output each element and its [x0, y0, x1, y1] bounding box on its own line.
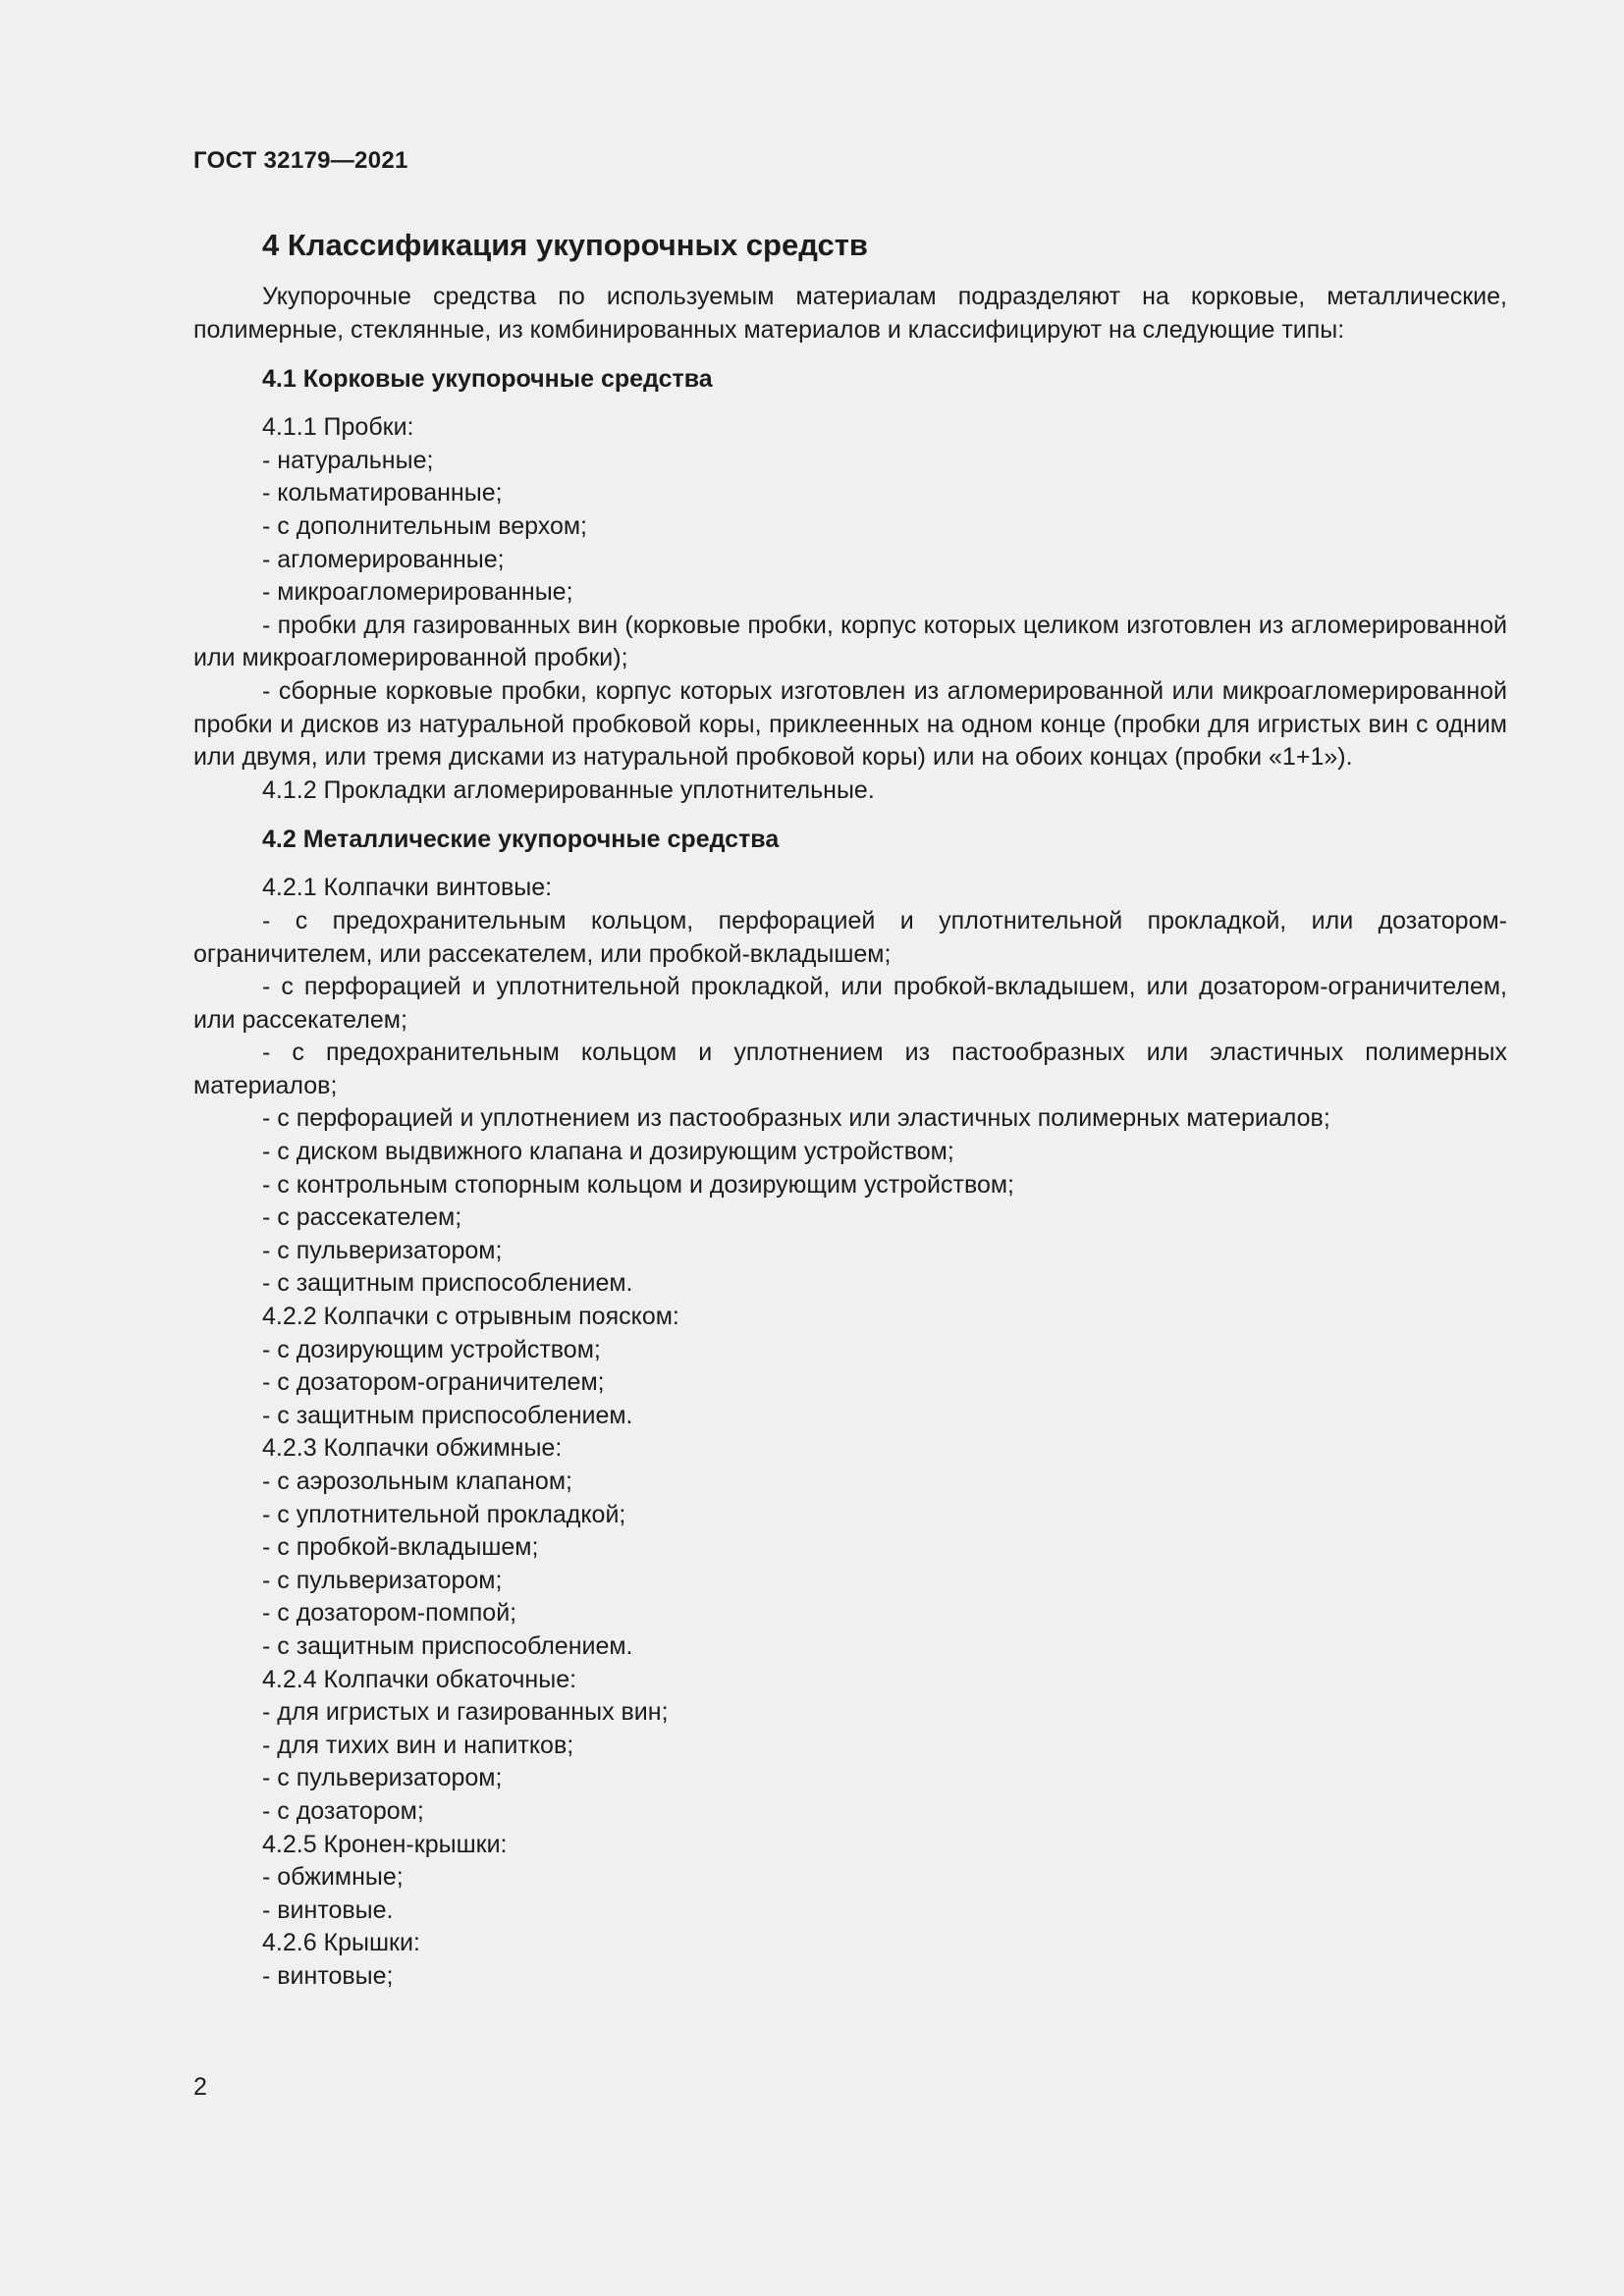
list-item: - с пульверизатором;: [262, 1566, 503, 1594]
clause-4-2-6: 4.2.6 Крышки:: [262, 1929, 420, 1957]
list-item: - с дополнительным верхом;: [262, 511, 588, 540]
list-item: - с уплотнительной прокладкой;: [262, 1500, 626, 1528]
list-item: - винтовые.: [262, 1896, 394, 1924]
list-item: - натуральные;: [262, 446, 434, 474]
list-paragraph: - сборные корковые пробки, корпус которых изготовлен из агломерированной или микроагломерированной пробки и дисков из натуральной пробковой коры, приклеенных на одном конце (пробки для игристых вин с одним или двумя, или тремя дисками из натуральной пробковой коры) или на обоих концах (пробки «1+1»).: [193, 676, 1507, 772]
list-item: - с пробкой-вкладышем;: [262, 1533, 539, 1562]
list-item: - с диском выдвижного клапана и дозирующим устройством;: [262, 1138, 954, 1166]
list-paragraph: - с предохранительным кольцом и уплотнением из пастообразных или эластичных полимерных материалов;: [193, 1039, 1507, 1099]
list-item: - обжимные;: [262, 1863, 404, 1892]
subsection-title-4-2: 4.2 Металлические укупорочные средства: [262, 826, 780, 854]
clause-4-1-1: 4.1.1 Пробки:: [262, 413, 414, 442]
list-paragraph: - с перфорацией и уплотнительной прокладкой, или пробкой-вкладышем, или дозатором-ограничителем, или рассекателем;: [193, 973, 1507, 1034]
list-item: - для тихих вин и напитков;: [262, 1731, 574, 1759]
clause-4-2-1: 4.2.1 Колпачки винтовые:: [262, 874, 553, 902]
list-item: - кольматированные;: [262, 479, 503, 507]
list-item: - с дозирующим устройством;: [262, 1335, 601, 1363]
document-header: ГОСТ 32179—2021: [193, 147, 408, 174]
page-number: 2: [193, 2073, 207, 2101]
list-paragraph: - с предохранительным кольцом, перфорацией и уплотнительной прокладкой, или дозатором-ограничителем, или рассекателем, или пробкой-вкладышем;: [193, 906, 1507, 968]
list-item: - с рассекателем;: [262, 1203, 462, 1232]
list-item: - с дозатором-ограничителем;: [262, 1368, 605, 1397]
list-item: - с дозатором-помпой;: [262, 1599, 517, 1628]
list-item: - с защитным приспособлением.: [262, 1269, 633, 1298]
document-body: [193, 218, 1507, 1994]
clause-4-2-4: 4.2.4 Колпачки обкаточные:: [262, 1665, 577, 1693]
list-item: - винтовые;: [262, 1961, 394, 1990]
subsection-title-4-1: 4.1 Корковые укупорочные средства: [262, 365, 713, 394]
list-item: - с защитным приспособлением.: [262, 1401, 633, 1429]
list-item: - с перфорацией и уплотнением из пастообразных или эластичных полимерных материалов;: [262, 1104, 1330, 1133]
clause-4-2-5: 4.2.5 Кронен-крышки:: [262, 1830, 508, 1858]
clause-4-1-2: 4.1.2 Прокладки агломерированные уплотнительные.: [262, 775, 875, 804]
list-item: - для игристых и газированных вин;: [262, 1698, 669, 1727]
section-title: 4 Классификация укупорочных средств: [262, 228, 868, 262]
clause-4-2-2: 4.2.2 Колпачки с отрывным пояском:: [262, 1303, 679, 1331]
list-item: - с аэрозольным клапаном;: [262, 1468, 572, 1495]
list-item: - микроагломерированные;: [262, 578, 573, 607]
list-item: - с пульверизатором;: [262, 1764, 503, 1792]
clause-4-2-3: 4.2.3 Колпачки обжимные:: [262, 1434, 563, 1463]
list-item: - с дозатором;: [262, 1796, 424, 1825]
list-paragraph: - пробки для газированных вин (корковые пробки, корпус которых целиком изготовлен из агломерированной или микроагломерированной пробки);: [193, 611, 1507, 672]
list-item: - с защитным приспособлением.: [262, 1631, 633, 1660]
list-item: - агломерированные;: [262, 545, 505, 573]
list-item: - с пульверизатором;: [262, 1236, 503, 1264]
list-item: - с контрольным стопорным кольцом и дозирующим устройством;: [262, 1170, 1014, 1199]
section-intro: Укупорочные средства по используемым материалам подразделяют на корковые, металлические, полимерные, стеклянные, из комбинированных материалов и классифицируют на следующие типы:: [193, 283, 1507, 344]
